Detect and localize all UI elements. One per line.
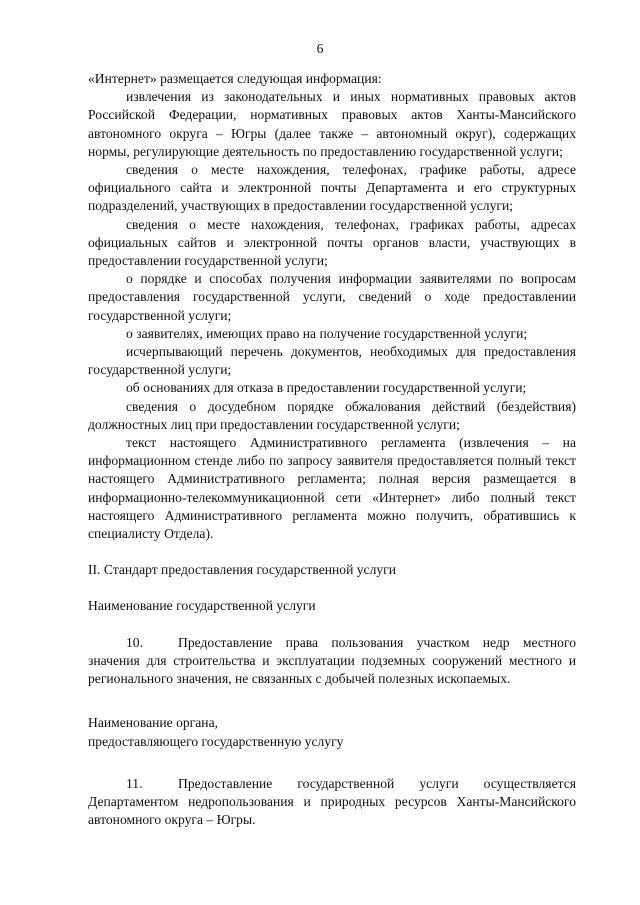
list-item-9: текст настоящего Административного регламента (извлечения – на информационном стенде либо по запросу заявителя предоставляется полный текст настоящего Административного регламента; полная версия размещается в информационно-телекоммуникационной сети «Интернет» либо полный текст настоящего Административного регламента можно получить, обратившись к специалисту Отдела).: [88, 435, 576, 542]
document-body: [88, 70, 576, 829]
paragraph-11-number: 11.: [126, 775, 143, 791]
paragraph-10-number: 10.: [126, 634, 143, 650]
subheading-organ-line1: Наименование органа,: [88, 715, 218, 731]
list-item-5: о заявителях, имеющих право на получение государственной услуги;: [126, 325, 528, 341]
subheading-organ-line2: предоставляющего государственную услугу: [88, 733, 344, 749]
list-item-6: исчерпывающий перечень документов, необходимых для предоставления государственной услуги;: [88, 344, 576, 378]
list-item-7: об основаниях для отказа в предоставлении государственной услуги;: [126, 380, 527, 396]
paragraph-10: [88, 634, 576, 689]
paragraph-10-text: Предоставление права пользования участком недр местного значения для строительства и эксплуатации подземных сооружений местного и регионального значения, не связанных с добычей полезных ископаемых.: [88, 634, 576, 687]
subheading-service-name: Наименование государственной услуги: [88, 598, 316, 614]
list-item-2: сведения о месте нахождения, телефонах, графике работы, адресе официального сайта и электронной почты Департамента и его структурных подразделений, участвующих в предоставлении государственной услуги;: [88, 162, 576, 214]
page-number: 6: [316, 41, 324, 56]
section-heading: II. Стандарт предоставления государственной услуги: [88, 562, 397, 578]
paragraph-11: [88, 775, 576, 830]
list-item-3: сведения о месте нахождения, телефонах, графиках работы, адресах официальных сайтов и электронной почты органов власти, участвующих в предоставлении государственной услуги;: [88, 216, 576, 269]
list-item-4: о порядке и способах получения информации заявителями по вопросам предоставления государственной услуги, сведений о ходе предоставлении государственной услуги;: [88, 271, 576, 323]
list-item-8: сведения о досудебном порядке обжалования действий (бездействия) должностных лиц при предоставлении государственной услуги;: [88, 398, 576, 432]
intro-line: «Интернет» размещается следующая информация:: [88, 71, 382, 86]
list-item-1: извлечения из законодательных и иных нормативных правовых актов Российской Федерации, нормативных правовых актов Ханты-Мансийского автономного округа – Югры (далее также – автономный округ), содержащих нормы, регулирующие деятельность по предоставлению государственной услуги;: [88, 89, 576, 159]
paragraph-11-text: Предоставление государственной услуги осуществляется Департаментом недропользования и природных ресурсов Ханты-Мансийского автономного округа – Югры.: [88, 775, 576, 828]
